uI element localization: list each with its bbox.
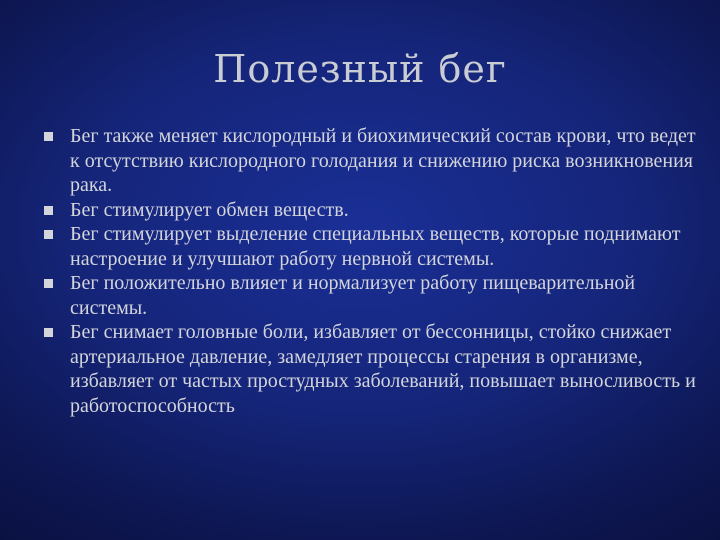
- bullet-text: Бег также меняет кислородный и биохимический состав крови, что ведет к отсутствию кислородного голодания и снижению риска возникновения рака.: [70, 125, 696, 196]
- bullet-item: [42, 320, 702, 418]
- bullet-item: [42, 222, 702, 271]
- bullet-text: Бег стимулирует обмен веществ.: [70, 198, 349, 221]
- square-bullet-icon: [44, 206, 53, 215]
- square-bullet-icon: [44, 132, 53, 141]
- bullet-text: Бег стимулирует выделение специальных веществ, которые поднимают настроение и улучшают работу нервной системы.: [70, 223, 681, 270]
- square-bullet-icon: [44, 279, 53, 288]
- bullet-text: Бег положительно влияет и нормализует работу пищеварительной системы.: [70, 272, 636, 319]
- square-bullet-icon: [44, 328, 53, 337]
- slide-title: Полезный бег: [213, 47, 507, 91]
- bullet-item: [42, 198, 702, 223]
- square-bullet-icon: [44, 230, 53, 239]
- bullet-text: Бег снимает головные боли, избавляет от бессонницы, стойко снижает артериальное давление, замедляет процессы старения в организме, избавляет от частых простудных заболеваний, повышает выносливость и работоспособность: [70, 321, 696, 417]
- bullet-item: [42, 271, 702, 320]
- bullet-list: [42, 124, 702, 418]
- bullet-item: [42, 124, 702, 198]
